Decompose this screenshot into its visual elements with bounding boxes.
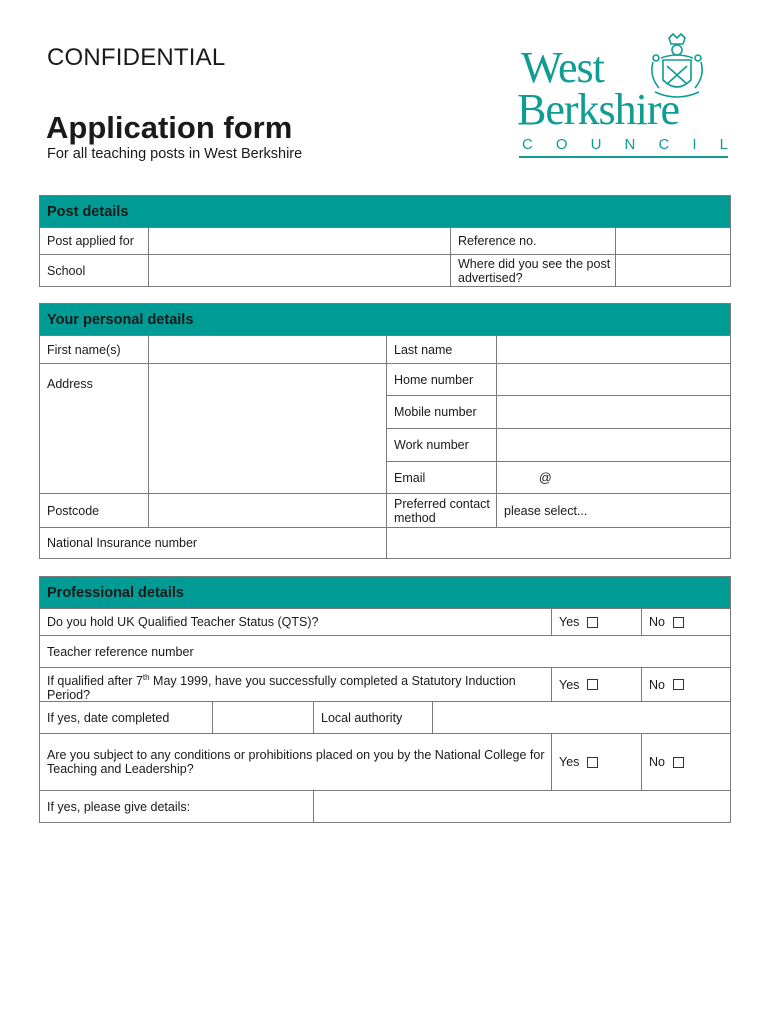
local-authority-label: Local authority — [313, 701, 432, 733]
logo-letter: L — [719, 136, 728, 153]
page-title: Application form — [46, 110, 293, 145]
conditions-question: Are you subject to any conditions or prohibitions placed on you by the National College for Teaching and Leadership? — [40, 733, 551, 790]
qts-no-checkbox[interactable] — [673, 617, 684, 628]
reference-no-input[interactable] — [615, 228, 730, 254]
preferred-contact-select[interactable]: please select... — [496, 493, 730, 527]
professional-details-section — [39, 576, 731, 823]
no-label: No — [649, 677, 665, 692]
page-subtitle: For all teaching posts in West Berkshire — [47, 146, 303, 162]
no-label: No — [649, 615, 665, 629]
induction-question-part2: May 1999, have you successfully completed a Statutory Induction Period? — [47, 674, 516, 703]
induction-yes-option[interactable] — [551, 667, 641, 701]
mobile-number-label: Mobile number — [386, 395, 496, 428]
post-details-heading: Post details — [40, 196, 730, 228]
school-label: School — [40, 254, 148, 286]
logo-letter: C — [658, 136, 670, 153]
induction-question-sup: th — [142, 673, 150, 682]
qts-question: Do you hold UK Qualified Teacher Status (QTS)? — [47, 615, 319, 629]
email-label: Email — [386, 461, 496, 493]
logo-letter: O — [555, 136, 568, 153]
last-name-label: Last name — [386, 336, 496, 363]
postcode-label: Postcode — [40, 493, 148, 527]
logo-underline — [519, 156, 728, 158]
conditions-no-option[interactable] — [641, 733, 730, 790]
last-name-input[interactable] — [496, 336, 730, 363]
home-number-input[interactable] — [496, 363, 730, 395]
where-advertised-label: Where did you see the post advertised? — [450, 254, 615, 286]
conditions-yes-checkbox[interactable] — [587, 757, 598, 768]
mobile-number-input[interactable] — [496, 395, 730, 428]
induction-no-checkbox[interactable] — [673, 679, 684, 690]
induction-question-part1: If qualified after 7 — [47, 674, 143, 689]
school-input[interactable] — [148, 254, 450, 286]
logo-text-berkshire: Berkshire — [517, 85, 680, 134]
no-label: No — [649, 755, 665, 769]
qts-yes-option[interactable] — [551, 609, 641, 635]
work-number-label: Work number — [386, 428, 496, 461]
post-applied-for-input[interactable] — [148, 228, 450, 254]
where-advertised-input[interactable] — [615, 254, 730, 286]
yes-label: Yes — [559, 615, 580, 629]
date-completed-label: If yes, date completed — [40, 701, 212, 733]
teacher-ref-label: Teacher reference number — [40, 635, 730, 667]
first-names-label: First name(s) — [47, 342, 121, 357]
logo-letter: C — [522, 136, 533, 153]
first-names-input[interactable] — [148, 336, 386, 363]
reference-no-label: Reference no. — [450, 228, 615, 254]
logo-text-west: West — [521, 43, 604, 92]
work-number-input[interactable] — [496, 428, 730, 461]
give-details-label: If yes, please give details: — [40, 790, 313, 822]
ni-number-input[interactable] — [386, 527, 730, 558]
email-input[interactable] — [496, 461, 730, 493]
qts-yes-checkbox[interactable] — [587, 617, 598, 628]
personal-details-heading: Your personal details — [40, 304, 730, 336]
personal-details-section — [39, 303, 731, 559]
induction-yes-checkbox[interactable] — [587, 679, 598, 690]
address-input[interactable] — [148, 363, 386, 493]
yes-label: Yes — [559, 755, 580, 769]
local-authority-input[interactable] — [432, 701, 730, 733]
postcode-input[interactable] — [148, 493, 386, 527]
give-details-input[interactable] — [313, 790, 730, 822]
conditions-no-checkbox[interactable] — [673, 757, 684, 768]
logo-letter: N — [624, 136, 636, 153]
ni-number-label: National Insurance number — [40, 527, 386, 558]
west-berkshire-logo — [515, 32, 730, 162]
induction-no-option[interactable] — [641, 667, 730, 701]
confidential-label: CONFIDENTIAL — [47, 44, 226, 71]
preferred-contact-label: Preferred contact method — [386, 493, 496, 527]
yes-label: Yes — [559, 677, 580, 692]
post-details-section — [39, 195, 731, 287]
professional-details-heading: Professional details — [40, 577, 730, 609]
date-completed-input[interactable] — [212, 701, 313, 733]
home-number-label: Home number — [386, 363, 496, 395]
logo-text-council — [522, 136, 728, 153]
conditions-yes-option[interactable] — [551, 733, 641, 790]
address-label: Address — [40, 363, 148, 493]
logo-letter: U — [590, 136, 602, 153]
post-applied-for-label: Post applied for — [47, 234, 134, 248]
induction-question — [40, 667, 551, 701]
logo-letter: I — [692, 136, 697, 153]
qts-no-option[interactable] — [641, 609, 730, 635]
email-at-symbol: @ — [539, 470, 552, 485]
